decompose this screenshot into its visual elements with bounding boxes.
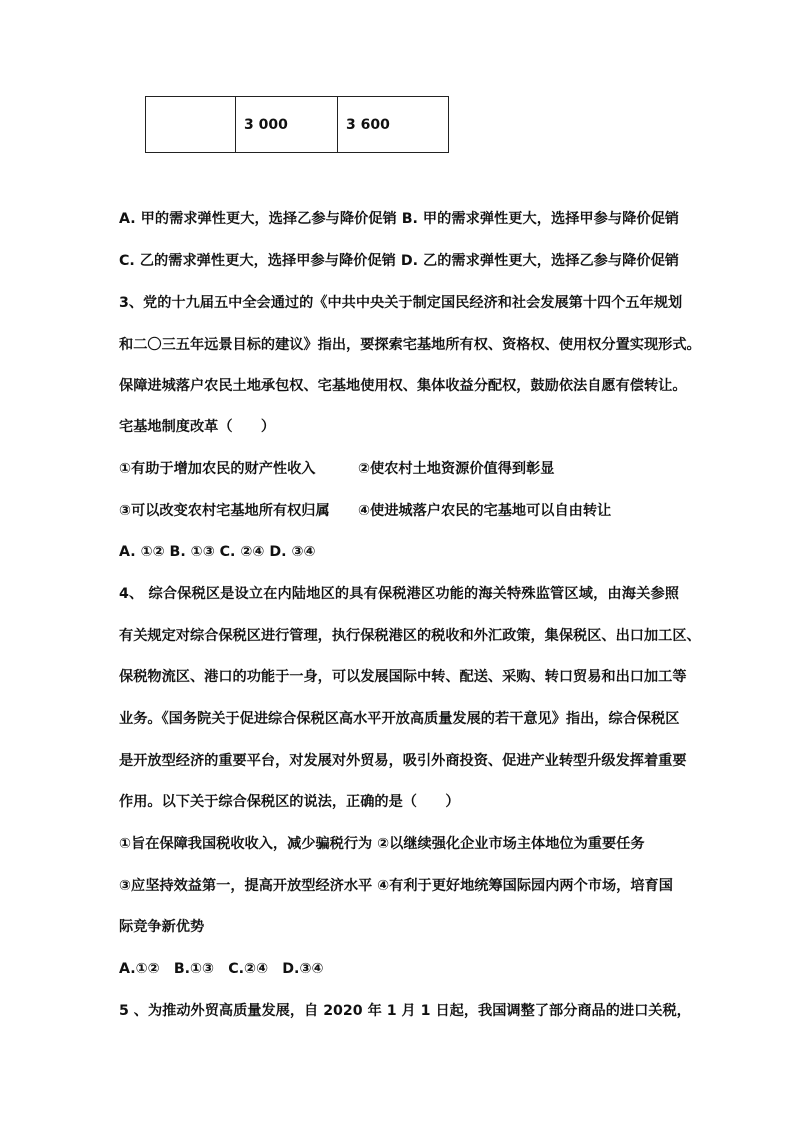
option-line-cd: C. 乙的需求弹性更大，选择甲参与降价促销 D. 乙的需求弹性更大，选择乙参与降价促销 — [119, 253, 679, 269]
question-4-choices: 际竞争新优势 — [119, 919, 205, 935]
question-3-stem-line: 宅基地制度改革（ ） — [119, 419, 276, 435]
question-4-stem-line: 作用。以下关于综合保税区的说法，正确的是（ ） — [119, 794, 460, 810]
table-row — [146, 97, 449, 153]
question-3-choices: ③可以改变农村宅基地所有权归属 ④使进城落户农民的宅基地可以自由转让 — [119, 503, 612, 519]
question-3-stem-line: 3、党的十九届五中全会通过的《中共中央关于制定国民经济和社会发展第十四个五年规划 — [119, 295, 683, 311]
option-line-ab: A. 甲的需求弹性更大，选择乙参与降价促销 B. 甲的需求弹性更大，选择甲参与降价促销 — [119, 211, 679, 227]
question-3-stem-line: 和二〇三五年远景目标的建议》指出，要探索宅基地所有权、资格权、使用权分置实现形式。 — [119, 337, 701, 353]
table-cell: 3 600 — [338, 97, 449, 153]
question-4-stem-line: 是开放型经济的重要平台，对发展对外贸易，吸引外商投资、促进产业转型升级发挥着重要 — [119, 753, 687, 769]
question-4-stem-line: 有关规定对综合保税区进行管理，执行保税港区的税收和外汇政策，集保税区、出口加工区、 — [119, 628, 701, 644]
question-4-options: A.①② B.①③ C.②④ D.③④ — [119, 961, 324, 977]
question-3-choices: ①有助于增加农民的财产性收入 ②使农村土地资源价值得到彰显 — [119, 461, 555, 477]
question-3-stem-line: 保障进城落户农民土地承包权、宅基地使用权、集体收益分配权，鼓励依法自愿有偿转让。 — [119, 378, 687, 394]
question-4-choices: ①旨在保障我国税收收入，减少骗税行为 ②以继续强化企业市场主体地位为重要任务 — [119, 836, 645, 852]
question-4-stem-line: 4、 综合保税区是设立在内陆地区的具有保税港区功能的海关特殊监管区域，由海关参照 — [119, 586, 679, 602]
question-3-options: A. ①② B. ①③ C. ②④ D. ③④ — [119, 544, 316, 560]
question-4-stem-line: 业务。《国务院关于促进综合保税区高水平开放高质量发展的若干意见》指出，综合保税区 — [119, 711, 680, 727]
question-5-stem-line: 5 、为推动外贸高质量发展，自 2020 年 1 月 1 日起，我国调整了部分商品的进口关税， — [119, 1003, 691, 1019]
price-table — [145, 96, 449, 153]
table-cell: 3 000 — [236, 97, 338, 153]
table-cell — [146, 97, 236, 153]
question-4-choices: ③应坚持效益第一，提高开放型经济水平 ④有利于更好地统筹国际园内两个市场，培育国 — [119, 878, 673, 894]
question-4-stem-line: 保税物流区、港口的功能于一身，可以发展国际中转、配送、采购、转口贸易和出口加工等 — [119, 669, 687, 685]
